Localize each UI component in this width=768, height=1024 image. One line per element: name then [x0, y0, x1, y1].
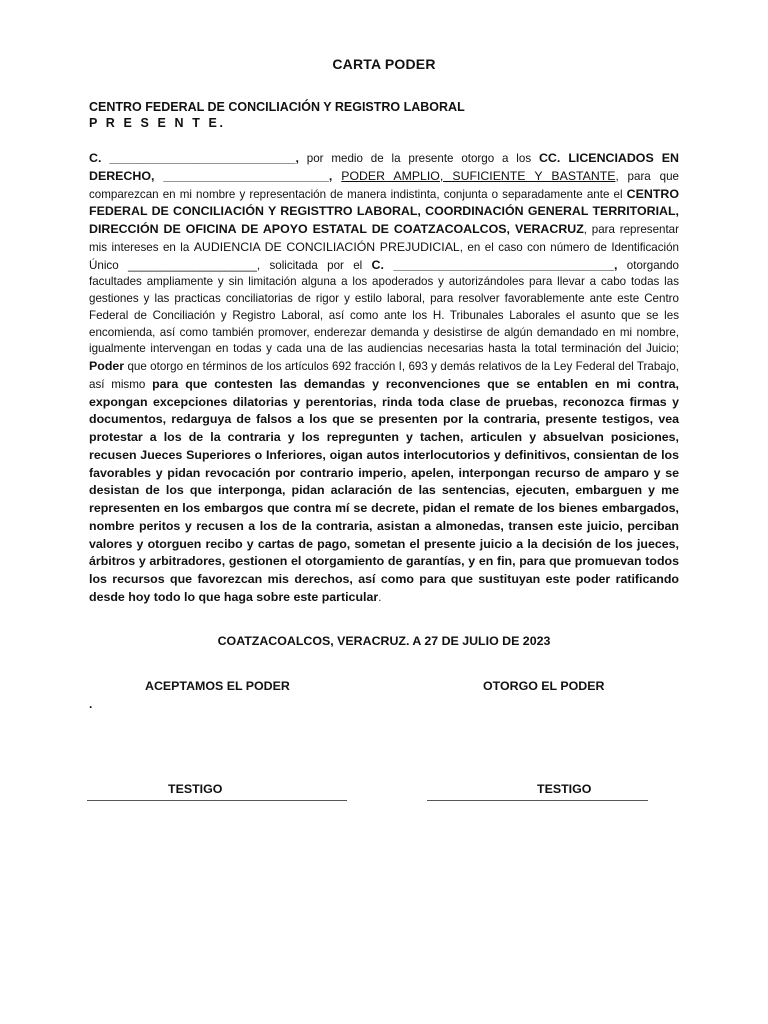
place-date-line: COATZACOALCOS, VERACRUZ. A 27 DE JULIO DE 2023	[217, 634, 551, 648]
power-type-underlined: PODER AMPLIO, SUFICIENTE Y BASTANTE	[341, 168, 616, 183]
requester-name-blank: C. ________________________________,	[371, 257, 618, 272]
witness-right-label: TESTIGO	[537, 782, 592, 796]
addressee-presente: P R E S E N T E.	[89, 116, 226, 130]
witness-left-signature-line	[87, 800, 347, 801]
authority-name: CENTRO FEDERAL DE CONCILIACIÓN Y REGISTTRO LABORAL, COORDINACIÓN GENERAL TERRITORIAL, DIRECCIÓN DE OFICINA DE APOYO ESTATAL DE COATZACOALCOS, VERACRUZ	[89, 186, 679, 236]
body-text-6: que otorgo en términos de los artículos 692 fracción I, 693 y demás relativos de la Ley Federal del Trabajo, así mismo	[89, 360, 679, 391]
grantor-name-blank: C. ___________________________,	[89, 151, 299, 165]
witness-left-label: TESTIGO	[168, 782, 223, 796]
document-title: CARTA PODER	[332, 56, 436, 72]
body-text-2: , para que comparezcan en mi nombre y representación de manera indistinta, conjunta o separadamente ante el	[89, 169, 679, 201]
body-text-5: otorgando facultades ampliamente y sin limitación alguna a los apoderados y autorizándoles para llevar a cabo todas las gestiones y las practicas conciliatorias de rigor y estilo laboral, para resolver favorablemente ante este Centro Federal de Conciliación y Registro Laboral, así como ante los H. Tribunales Laborales el asunto que se les encomienda, así como también promover, enderezar demanda y desistirse de algún demandado en mi nombre, igualmente intervengan en todas y cada una de las audiencias necesarias hasta la total terminación del Juicio;	[89, 258, 679, 356]
body-text-4: , en el caso con número de Identificación Único ____________________, solicitada por el	[89, 240, 679, 272]
body-paragraph	[89, 150, 679, 607]
stray-dot: .	[89, 697, 93, 711]
addressee-block	[89, 99, 465, 131]
body-text-1: por medio de la presente otorgo a los	[298, 152, 539, 165]
addressee-institution: CENTRO FEDERAL DE CONCILIACIÓN Y REGISTRO LABORAL	[89, 100, 465, 114]
body-text-3: , para representar mis intereses en la	[89, 223, 679, 254]
attorneys-name-blank: CC. LICENCIADOS EN DERECHO, ________________________,	[89, 151, 679, 183]
body-space	[332, 170, 341, 183]
body-period: .	[378, 590, 382, 604]
accept-power-label: ACEPTAMOS EL PODER	[145, 679, 290, 693]
witness-right-signature-line	[427, 800, 648, 801]
grant-power-label: OTORGO EL PODER	[483, 679, 605, 693]
powers-clause: para que contesten las demandas y reconvenciones que se entablen en mi contra, expongan excepciones dilatorias y perentorias, rinda toda clase de pruebas, reconozca firmas y documentos, redarguya de falsos a los que se presenten por la contraria, presente testigos, vea protestar a los de la contraria y los repregunten y tachen, articulen y absuelvan posiciones, recusen Jueces Superiores o Inferiores, oigan autos interlocutorios y definitivos, consientan de los favorables y pidan revocación por contrario imperio, apelen, interpongan recurso de amparo y se desistan de los que interponga, pidan aclaración de las sentencias, ejecuten, embarguen y me representen en los embargos que contra mí se decrete, pidan el remate de los bienes embargados, nombre peritos y recusen a los de la contraria, asistan a almonedas, transen este juicio, perciban valores y otorguen recibo y cartas de pago, sometan el presente juicio a la decisión de los jueces, árbitros y arbitradores, gestionen el otorgamiento de garantías, y en fin, para que promuevan todos los recursos que favorezcan mis derechos, así como para que sustituyan este poder ratificando desde hoy todo lo que haga sobre este particular	[89, 376, 679, 604]
hearing-type: AUDIENCIA DE CONCILIACIÓN PREJUDICIAL	[193, 239, 460, 254]
poder-word: Poder	[89, 359, 125, 373]
